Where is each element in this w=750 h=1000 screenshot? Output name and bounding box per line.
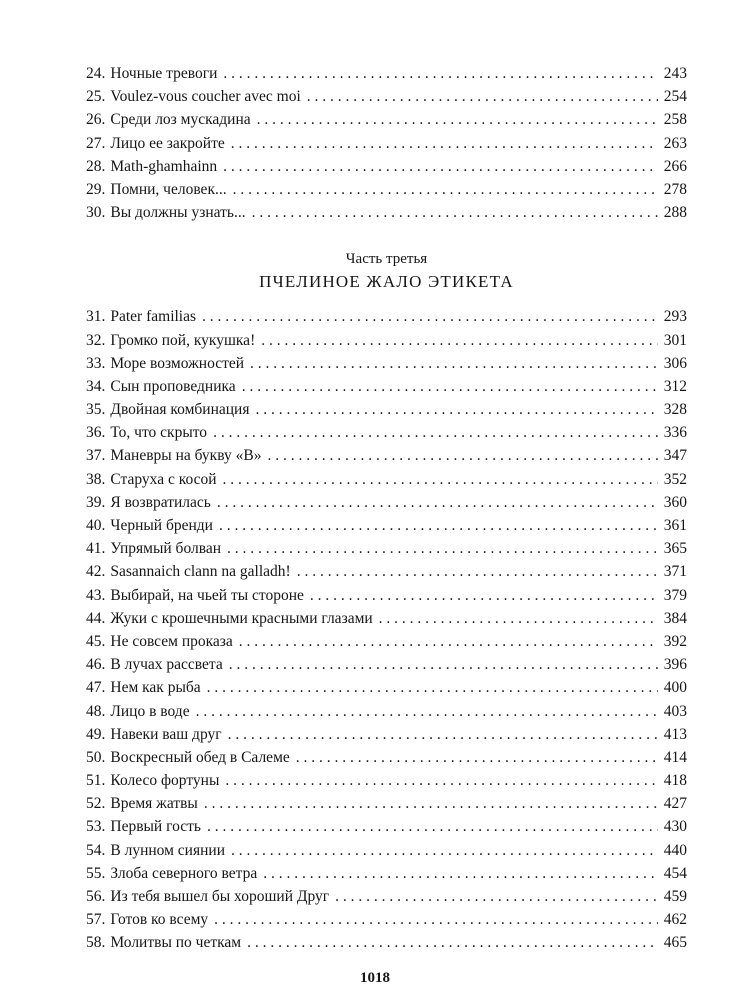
chapter-page-number: 371	[663, 563, 687, 581]
toc-entry	[86, 398, 687, 421]
chapter-page-number: 312	[663, 377, 687, 395]
chapter-title: Навеки ваш друг	[110, 725, 222, 743]
chapter-page-number: 454	[663, 864, 687, 882]
chapter-number: 27.	[86, 134, 106, 152]
chapter-number: 26.	[86, 111, 106, 129]
toc-entry	[86, 537, 687, 560]
chapter-title: Воскресный обед в Салеме	[110, 748, 290, 766]
chapter-title: Voulez-vous coucher avec moi	[110, 88, 301, 106]
chapter-number: 38.	[86, 470, 106, 488]
chapter-number: 56.	[86, 888, 106, 905]
chapter-number: 53.	[86, 818, 106, 836]
chapter-number: 58.	[86, 934, 106, 952]
chapter-number: 48.	[86, 702, 106, 720]
chapter-page-number: 462	[663, 911, 687, 929]
chapter-number: 49.	[86, 725, 106, 743]
chapter-page-number: 306	[663, 354, 687, 372]
chapter-number: 55.	[86, 864, 106, 882]
dot-leader	[297, 560, 658, 583]
chapter-number: 50.	[86, 748, 106, 766]
chapter-title: Помни, человек...	[110, 180, 227, 198]
chapter-title: Первый гость	[110, 818, 201, 836]
toc-entry	[86, 815, 687, 838]
chapter-title: Нем как рыба	[110, 679, 201, 697]
toc-list-part-three	[86, 305, 687, 954]
chapter-title: Среди лоз мускадина	[110, 111, 251, 129]
page-number: 1018	[360, 970, 390, 986]
chapter-number: 44.	[86, 609, 106, 627]
chapter-title: Вы должны узнать...	[110, 204, 246, 222]
toc-entry	[86, 792, 687, 815]
chapter-page-number: 379	[663, 586, 687, 604]
toc-entry	[86, 607, 687, 630]
chapter-page-number: 365	[663, 540, 687, 558]
toc-entry	[86, 862, 687, 885]
dot-leader	[229, 653, 658, 676]
chapter-title: То, что скрыто	[110, 424, 208, 442]
chapter-page-number: 392	[663, 632, 687, 650]
chapter-page-number: 403	[663, 702, 687, 720]
chapter-page-number: 414	[663, 748, 687, 766]
chapter-title: Лицо в воде	[110, 702, 190, 720]
chapter-page-number: 258	[663, 111, 687, 129]
chapter-number: 36.	[86, 424, 106, 442]
chapter-number: 46.	[86, 656, 106, 674]
dot-leader	[227, 537, 658, 560]
chapter-number: 54.	[86, 841, 106, 859]
toc-entry	[86, 468, 687, 491]
chapter-title: В лучах рассвета	[110, 656, 223, 674]
chapter-title: Лицо ее закройте	[110, 134, 225, 152]
chapter-title: Не совсем проказа	[110, 632, 233, 650]
chapter-page-number: 243	[663, 65, 687, 82]
dot-leader	[214, 908, 658, 931]
chapter-number: 41.	[86, 540, 106, 558]
part-title: ПЧЕЛИНОЕ ЖАЛО ЭТИКЕТА	[259, 272, 514, 292]
toc-entry	[86, 700, 687, 723]
toc-entry	[86, 444, 687, 467]
chapter-title: Я возвратилась	[110, 493, 211, 511]
toc-entry	[86, 305, 687, 328]
toc-entry	[86, 155, 687, 178]
chapter-title: Колесо фортуны	[110, 772, 220, 790]
chapter-page-number: 254	[663, 88, 687, 106]
toc-entry	[86, 352, 687, 375]
chapter-number: 29.	[86, 180, 106, 198]
chapter-title: Math-ghamhainn	[110, 157, 218, 175]
toc-entry	[86, 931, 687, 954]
chapter-number: 31.	[86, 308, 106, 326]
chapter-title: Жуки с крошечными красными глазами	[110, 609, 373, 627]
chapter-title: Из тебя вышел бы хороший Друг	[110, 888, 330, 905]
chapter-number: 43.	[86, 586, 106, 604]
dot-leader	[263, 862, 658, 885]
chapter-title: Злоба северного ветра	[110, 864, 258, 882]
toc-entry	[86, 908, 687, 931]
dot-leader	[247, 931, 658, 954]
dot-leader	[255, 398, 657, 421]
dot-leader	[223, 155, 658, 178]
chapter-title: Упрямый болван	[110, 540, 222, 558]
chapter-title: Молитвы по четкам	[110, 934, 242, 952]
dot-leader	[242, 375, 658, 398]
toc-entry	[86, 491, 687, 514]
chapter-page-number: 336	[663, 424, 687, 442]
toc-entry	[86, 201, 687, 224]
dot-leader	[196, 700, 658, 723]
toc-entry	[86, 769, 687, 792]
part-heading	[86, 249, 687, 295]
toc-list-part-two-end	[86, 62, 687, 224]
toc-entry	[86, 108, 687, 131]
chapter-page-number: 440	[663, 841, 687, 859]
dot-leader	[296, 746, 658, 769]
dot-leader	[261, 329, 658, 352]
chapter-page-number: 278	[663, 180, 687, 198]
toc-entry	[86, 839, 687, 862]
dot-leader	[307, 85, 658, 108]
chapter-number: 51.	[86, 772, 106, 790]
chapter-title: Громко пой, кукушка!	[110, 331, 256, 349]
dot-leader	[310, 584, 658, 607]
chapter-number: 39.	[86, 493, 106, 511]
chapter-page-number: 465	[663, 934, 687, 952]
chapter-page-number: 328	[663, 401, 687, 419]
toc-entry	[86, 62, 687, 85]
dot-leader	[239, 630, 658, 653]
chapter-page-number: 400	[663, 679, 687, 697]
chapter-title: Черный бренди	[110, 517, 213, 534]
dot-leader	[213, 421, 658, 444]
chapter-page-number: 266	[663, 157, 687, 175]
dot-leader	[207, 815, 658, 838]
dot-leader	[250, 352, 658, 375]
chapter-page-number: 396	[663, 656, 687, 674]
toc-entry	[86, 421, 687, 444]
dot-leader	[231, 839, 658, 862]
chapter-page-number: 288	[663, 204, 687, 222]
toc-entry	[86, 178, 687, 201]
dot-leader	[219, 514, 658, 537]
chapter-title: Выбирай, на чьей ты стороне	[110, 586, 304, 604]
chapter-page-number: 347	[663, 447, 687, 465]
chapter-title: Ночные тревоги	[110, 65, 218, 82]
chapter-number: 33.	[86, 354, 106, 372]
chapter-page-number: 361	[663, 517, 687, 534]
chapter-page-number: 413	[663, 725, 687, 743]
part-label: Часть третья	[345, 251, 428, 268]
chapter-page-number: 384	[663, 609, 687, 627]
toc-entry	[86, 329, 687, 352]
chapter-title: Маневры на букву «В»	[110, 447, 262, 465]
chapter-number: 47.	[86, 679, 106, 697]
toc-entry	[86, 132, 687, 155]
chapter-title: Готов ко всему	[110, 911, 209, 929]
chapter-page-number: 427	[663, 795, 687, 813]
chapter-page-number: 263	[663, 134, 687, 152]
dot-leader	[233, 178, 658, 201]
dot-leader	[225, 769, 657, 792]
chapter-page-number: 360	[663, 493, 687, 511]
chapter-number: 28.	[86, 157, 106, 175]
chapter-number: 52.	[86, 795, 106, 813]
chapter-title: Сын проповедника	[110, 377, 236, 395]
toc-entry	[86, 630, 687, 653]
chapter-number: 32.	[86, 331, 106, 349]
chapter-number: 37.	[86, 447, 106, 465]
chapter-title: В лунном сиянии	[110, 841, 225, 859]
chapter-page-number: 430	[663, 818, 687, 836]
toc-entry	[86, 514, 687, 537]
toc-entry	[86, 653, 687, 676]
dot-leader	[207, 676, 658, 699]
chapter-title: Время жатвы	[110, 795, 198, 813]
dot-leader	[223, 62, 657, 85]
chapter-number: 40.	[86, 517, 106, 534]
chapter-title: Двойная комбинация	[110, 401, 250, 419]
dot-leader	[228, 723, 658, 746]
chapter-page-number: 352	[663, 470, 687, 488]
toc-entry	[86, 584, 687, 607]
toc-entry	[86, 560, 687, 583]
dot-leader	[217, 491, 658, 514]
chapter-title: Sasannaich clann na galladh!	[110, 563, 291, 581]
dot-leader	[223, 468, 658, 491]
chapter-number: 42.	[86, 563, 106, 581]
dot-leader	[252, 201, 658, 224]
dot-leader	[379, 607, 658, 630]
toc-entry	[86, 723, 687, 746]
toc-page	[86, 62, 687, 955]
chapter-page-number: 459	[663, 888, 687, 905]
chapter-page-number: 301	[663, 331, 687, 349]
chapter-title: Старуха с косой	[110, 470, 217, 488]
chapter-number: 57.	[86, 911, 106, 929]
dot-leader	[202, 305, 658, 328]
dot-leader	[204, 792, 658, 815]
chapter-page-number: 293	[663, 308, 687, 326]
dot-leader	[335, 885, 658, 908]
chapter-number: 24.	[86, 65, 106, 82]
dot-leader	[257, 108, 658, 131]
chapter-number: 25.	[86, 88, 106, 106]
toc-entry	[86, 676, 687, 699]
chapter-title: Море возможностей	[110, 354, 245, 372]
chapter-number: 45.	[86, 632, 106, 650]
chapter-title: Pater familias	[110, 308, 197, 326]
chapter-page-number: 418	[663, 772, 687, 790]
toc-entry	[86, 885, 687, 908]
dot-leader	[231, 132, 658, 155]
chapter-number: 35.	[86, 401, 106, 419]
chapter-number: 30.	[86, 204, 106, 222]
chapter-number: 34.	[86, 377, 106, 395]
dot-leader	[267, 444, 657, 467]
toc-entry	[86, 85, 687, 108]
toc-entry	[86, 746, 687, 769]
toc-entry	[86, 375, 687, 398]
